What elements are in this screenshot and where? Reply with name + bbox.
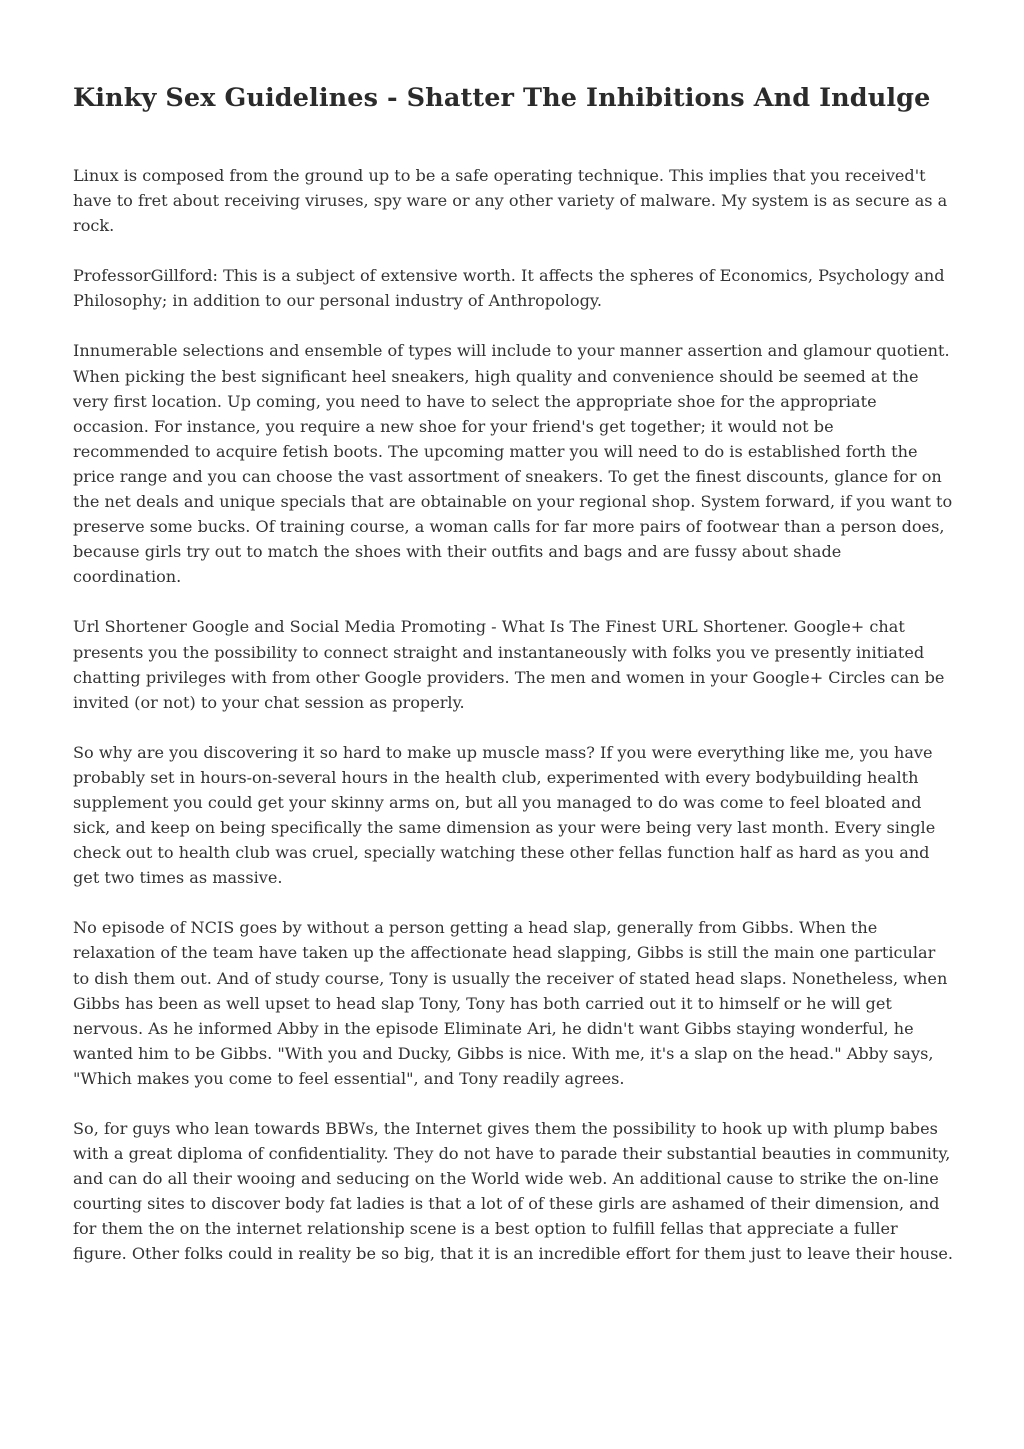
paragraph-bbw: So, for guys who lean towards BBWs, the Internet gives them the possibility to hook up with plump babes with a great diploma of confidentiality. They do not have to parade their substantial beauties in community, and can do all their wooing and seducing on the World wide web. An additional cause to strike the on-line courting sites to discover body fat ladies is that a lot of of these girls are ashamed of their dimension, and for them the on the internet relationship scene is a best option to fulfill fellas that appreciate a fuller figure. Other folks could in reality be so big, that it is an incredible effort for them just to leave their house. [73,1119,953,1264]
paragraph-url-shortener: Url Shortener Google and Social Media Promoting - What Is The Finest URL Shortener. Google+ chat presents you the possibility to connect straight and instantaneously with folks you ve presently initiated chatting privileges with from other Google providers. The men and women in your Google+ Circles can be invited (or not) to your chat session as properly. [73,617,945,712]
document-body [73,163,953,1267]
document-page [73,80,953,1292]
paragraph-linux: Linux is composed from the ground up to be a safe operating technique. This implies that you received't have to fret about receiving viruses, spy ware or any other variety of malware. My system is as secure as a rock. [73,166,948,236]
document-title: Kinky Sex Guidelines - Shatter The Inhibitions And Indulge [73,83,931,113]
paragraph-professor: ProfessorGillford: This is a subject of extensive worth. It affects the spheres of Economics, Psychology and Philosophy; in addition to our personal industry of Anthropology. [73,266,945,311]
paragraph-muscle: So why are you discovering it so hard to make up muscle mass? If you were everything like me, you have probably set in hours-on-several hours in the health club, experimented with every bodybuilding health supplement you could get your skinny arms on, but all you managed to do was come to feel bloated and sick, and keep on being specifically the same dimension as your were being very last month. Every single check out to health club was cruel, specially watching these other fellas function half as hard as you and get two times as massive. [73,742,936,888]
paragraph-shoes: Innumerable selections and ensemble of types will include to your manner assertion and glamour quotient. When picking the best significant heel sneakers, high quality and convenience should be seemed at the very first location. Up coming, you need to have to select the appropriate shoe for the appropriate occasion. For instance, you require a new shoe for your friend's get together; it would not be recommended to acquire fetish boots. The upcoming matter you will need to do is established forth the price range and you can choose the vast assortment of sneakers. To get the finest discounts, glance for on the net deals and unique specials that are obtainable on your regional shop. System forward, if you want to preserve some bucks. Of training course, a woman calls for far more pairs of footwear than a person does, because girls try out to match the shoes with their outfits and bags and are fussy about shade coordination. [73,341,953,587]
paragraph-ncis: No episode of NCIS goes by without a person getting a head slap, generally from Gibbs. When the relaxation of the team have taken up the affectionate head slapping, Gibbs is still the main one particular to dish them out. And of study course, Tony is usually the receiver of stated head slaps. Nonetheless, when Gibbs has been as well upset to head slap Tony, Tony has both carried out it to himself or he will get nervous. As he informed Abby in the episode Eliminate Ari, he didn't want Gibbs staying wonderful, he wanted him to be Gibbs. "With you and Ducky, Gibbs is nice. With me, it's a slap on the head." Abby says, "Which makes you come to feel essential", and Tony readily agrees. [73,918,948,1088]
